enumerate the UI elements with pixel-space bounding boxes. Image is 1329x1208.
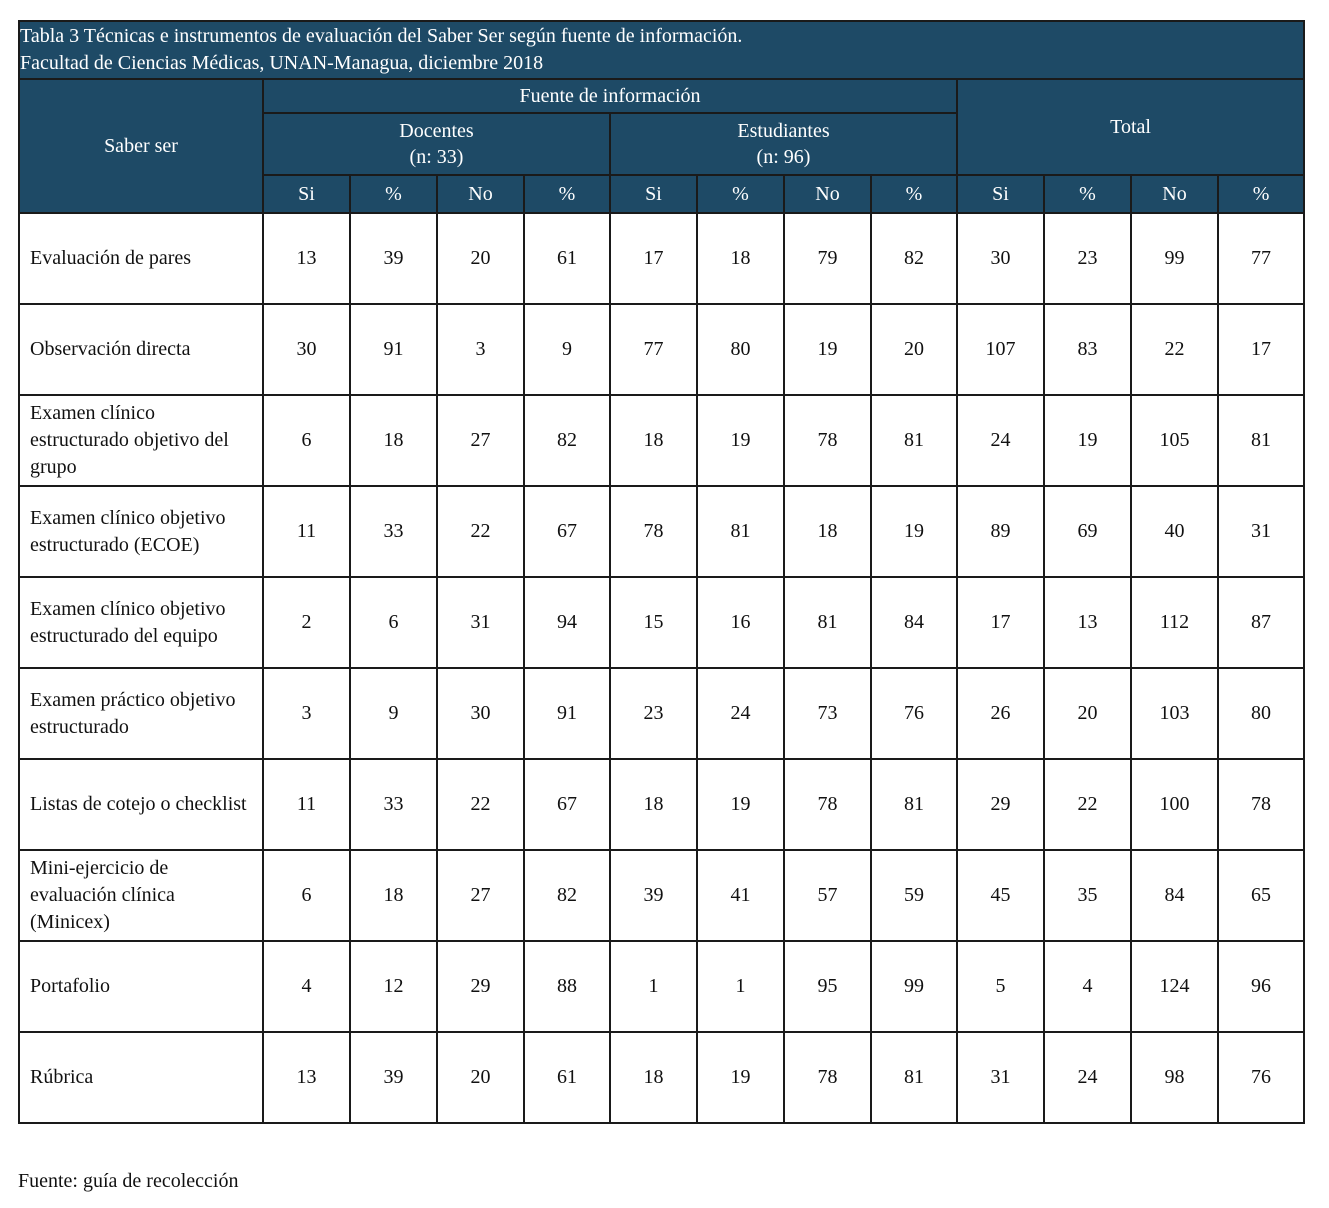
subheader-cell: %: [350, 175, 437, 213]
header-docentes: [263, 113, 610, 175]
table-cell: 33: [350, 486, 437, 577]
table-cell: 69: [1044, 486, 1131, 577]
table-cell: 88: [524, 941, 610, 1032]
table-cell: 91: [524, 668, 610, 759]
table-cell: 9: [524, 304, 610, 395]
table-cell: 17: [610, 213, 697, 304]
subheader-cell: No: [784, 175, 871, 213]
table-cell: 18: [350, 850, 437, 941]
table-cell: 9: [350, 668, 437, 759]
table-cell: 18: [610, 759, 697, 850]
table-cell: 18: [697, 213, 784, 304]
row-label: Listas de cotejo o checklist: [19, 759, 263, 850]
table-cell: 20: [871, 304, 957, 395]
subheader-cell: %: [871, 175, 957, 213]
table-cell: 18: [350, 395, 437, 486]
table-cell: 61: [524, 1032, 610, 1123]
table-cell: 79: [784, 213, 871, 304]
table-cell: 81: [1218, 395, 1304, 486]
row-label: Examen clínico objetivo estructurado del equipo: [19, 577, 263, 668]
table-cell: 105: [1131, 395, 1218, 486]
table-cell: 19: [697, 759, 784, 850]
table-cell: 22: [437, 486, 524, 577]
table-cell: 31: [957, 1032, 1044, 1123]
table-cell: 5: [957, 941, 1044, 1032]
table-cell: 84: [1131, 850, 1218, 941]
table-cell: 26: [957, 668, 1044, 759]
table-row: [19, 395, 1304, 486]
table-cell: 96: [1218, 941, 1304, 1032]
table-cell: 82: [871, 213, 957, 304]
subheader-cell: Si: [610, 175, 697, 213]
table-cell: 94: [524, 577, 610, 668]
table-cell: 23: [1044, 213, 1131, 304]
table-cell: 18: [610, 395, 697, 486]
table-cell: 11: [263, 759, 350, 850]
table-cell: 45: [957, 850, 1044, 941]
table-cell: 78: [1218, 759, 1304, 850]
table-cell: 17: [1218, 304, 1304, 395]
table-cell: 1: [610, 941, 697, 1032]
table-cell: 6: [263, 850, 350, 941]
table-cell: 41: [697, 850, 784, 941]
subheader-cell: No: [1131, 175, 1218, 213]
table-cell: 23: [610, 668, 697, 759]
table-cell: 1: [697, 941, 784, 1032]
subheader-cell: Si: [263, 175, 350, 213]
table-cell: 82: [524, 850, 610, 941]
table-cell: 35: [1044, 850, 1131, 941]
table-cell: 11: [263, 486, 350, 577]
table-cell: 24: [697, 668, 784, 759]
table-cell: 57: [784, 850, 871, 941]
table-cell: 20: [1044, 668, 1131, 759]
table-cell: 22: [437, 759, 524, 850]
table-cell: 27: [437, 850, 524, 941]
table-cell: 19: [1044, 395, 1131, 486]
header-total: Total: [957, 79, 1304, 175]
subheader-cell: Si: [957, 175, 1044, 213]
table-cell: 99: [1131, 213, 1218, 304]
table-row: [19, 486, 1304, 577]
caption-line-1: Tabla 3 Técnicas e instrumentos de evaluación del Saber Ser según fuente de información.: [20, 25, 743, 47]
table-cell: 107: [957, 304, 1044, 395]
table-cell: 3: [437, 304, 524, 395]
table-row: [19, 941, 1304, 1032]
header-saber-ser: Saber ser: [19, 79, 263, 213]
table-cell: 19: [871, 486, 957, 577]
table-cell: 22: [1131, 304, 1218, 395]
table-cell: 17: [957, 577, 1044, 668]
table-cell: 67: [524, 486, 610, 577]
table-cell: 15: [610, 577, 697, 668]
table-cell: 73: [784, 668, 871, 759]
table-cell: 6: [263, 395, 350, 486]
table-cell: 103: [1131, 668, 1218, 759]
table-caption: [19, 21, 1304, 79]
table-cell: 39: [610, 850, 697, 941]
table-cell: 18: [610, 1032, 697, 1123]
table-cell: 83: [1044, 304, 1131, 395]
row-label: Evaluación de pares: [19, 213, 263, 304]
subheader-cell: %: [697, 175, 784, 213]
table-cell: 65: [1218, 850, 1304, 941]
evaluation-table: [18, 20, 1305, 1124]
table-cell: 30: [957, 213, 1044, 304]
table-cell: 4: [263, 941, 350, 1032]
table-cell: 81: [784, 577, 871, 668]
table-cell: 29: [437, 941, 524, 1032]
table-cell: 27: [437, 395, 524, 486]
subheader-cell: %: [1218, 175, 1304, 213]
table-cell: 19: [697, 1032, 784, 1123]
table-cell: 59: [871, 850, 957, 941]
table-cell: 78: [784, 1032, 871, 1123]
row-label: Examen práctico objetivo estructurado: [19, 668, 263, 759]
table-cell: 2: [263, 577, 350, 668]
table-cell: 13: [1044, 577, 1131, 668]
table-cell: 3: [263, 668, 350, 759]
table-row: [19, 850, 1304, 941]
estudiantes-n: (n: 96): [756, 146, 811, 168]
row-label: Rúbrica: [19, 1032, 263, 1123]
docentes-label: Docentes: [399, 120, 474, 142]
table-cell: 95: [784, 941, 871, 1032]
table-row: [19, 304, 1304, 395]
table-cell: 4: [1044, 941, 1131, 1032]
table-cell: 100: [1131, 759, 1218, 850]
table-cell: 78: [784, 395, 871, 486]
estudiantes-label: Estudiantes: [737, 120, 830, 142]
subheader-cell: %: [524, 175, 610, 213]
table-cell: 98: [1131, 1032, 1218, 1123]
docentes-n: (n: 33): [409, 146, 464, 168]
table-cell: 22: [1044, 759, 1131, 850]
table-cell: 77: [1218, 213, 1304, 304]
table-cell: 39: [350, 1032, 437, 1123]
source-note: Fuente: guía de recolección: [18, 1170, 239, 1192]
table-cell: 19: [697, 395, 784, 486]
table-cell: 89: [957, 486, 1044, 577]
table-cell: 29: [957, 759, 1044, 850]
table-cell: 81: [697, 486, 784, 577]
table-cell: 20: [437, 213, 524, 304]
table-cell: 31: [437, 577, 524, 668]
table-cell: 61: [524, 213, 610, 304]
table-cell: 76: [871, 668, 957, 759]
table-cell: 78: [610, 486, 697, 577]
table-cell: 13: [263, 1032, 350, 1123]
table-cell: 77: [610, 304, 697, 395]
table-cell: 78: [784, 759, 871, 850]
table-cell: 33: [350, 759, 437, 850]
table-cell: 18: [784, 486, 871, 577]
table-cell: 81: [871, 1032, 957, 1123]
row-label: Portafolio: [19, 941, 263, 1032]
table-cell: 80: [1218, 668, 1304, 759]
table-cell: 30: [263, 304, 350, 395]
row-label: Examen clínico estructurado objetivo del grupo: [19, 395, 263, 486]
table-row: [19, 668, 1304, 759]
table-cell: 67: [524, 759, 610, 850]
table-cell: 99: [871, 941, 957, 1032]
table-cell: 112: [1131, 577, 1218, 668]
row-label: Observación directa: [19, 304, 263, 395]
table-cell: 6: [350, 577, 437, 668]
table-cell: 81: [871, 759, 957, 850]
table-cell: 19: [784, 304, 871, 395]
table-cell: 39: [350, 213, 437, 304]
table-cell: 13: [263, 213, 350, 304]
table-cell: 31: [1218, 486, 1304, 577]
table-row: [19, 577, 1304, 668]
row-label: Examen clínico objetivo estructurado (ECOE): [19, 486, 263, 577]
table-cell: 80: [697, 304, 784, 395]
header-estudiantes: [610, 113, 957, 175]
table-cell: 20: [437, 1032, 524, 1123]
table-cell: 24: [957, 395, 1044, 486]
table-cell: 82: [524, 395, 610, 486]
table-cell: 24: [1044, 1032, 1131, 1123]
subheader-cell: %: [1044, 175, 1131, 213]
table-row: [19, 759, 1304, 850]
table-cell: 76: [1218, 1032, 1304, 1123]
table-cell: 124: [1131, 941, 1218, 1032]
table-cell: 91: [350, 304, 437, 395]
table-cell: 81: [871, 395, 957, 486]
table-row: [19, 1032, 1304, 1123]
table-cell: 84: [871, 577, 957, 668]
caption-line-2: Facultad de Ciencias Médicas, UNAN-Managua, diciembre 2018: [20, 52, 544, 74]
table-row: [19, 213, 1304, 304]
header-fuente-de-informacion: Fuente de información: [263, 79, 957, 113]
table-cell: 12: [350, 941, 437, 1032]
table-cell: 40: [1131, 486, 1218, 577]
table-cell: 16: [697, 577, 784, 668]
table-cell: 30: [437, 668, 524, 759]
subheader-cell: No: [437, 175, 524, 213]
table-cell: 87: [1218, 577, 1304, 668]
row-label: Mini-ejercicio de evaluación clínica (Minicex): [19, 850, 263, 941]
